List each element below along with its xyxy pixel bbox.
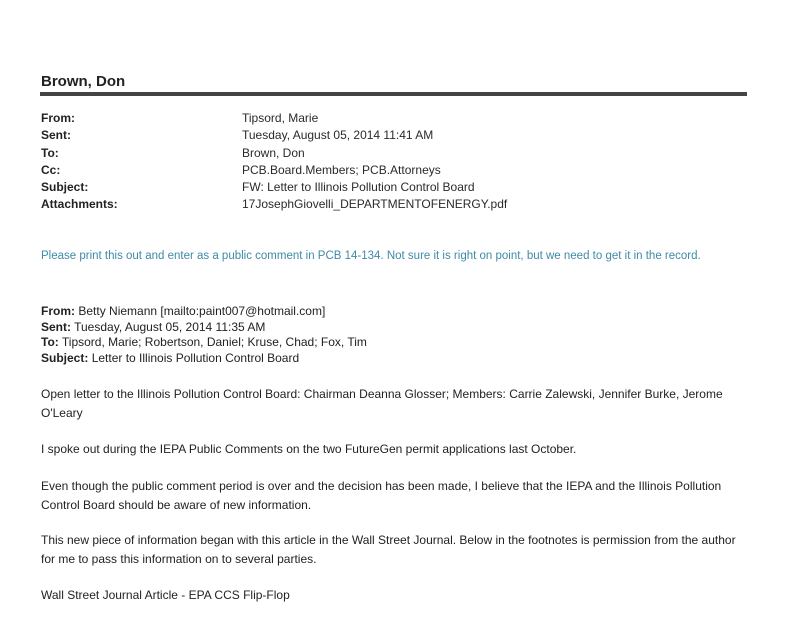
body-paragraph: I spoke out during the IEPA Public Comments on the two FutureGen permit applications last October. [41,442,577,456]
forwarded-value: Betty Niemann [mailto:paint007@hotmail.com] [78,304,326,318]
header-value: FW: Letter to Illinois Pollution Control Board [242,180,475,195]
forwarded-value: Tipsord, Marie; Robertson, Daniel; Kruse, Chad; Fox, Tim [61,335,367,349]
forwarded-from [41,304,367,320]
body-paragraph: Open letter to the Illinois Pollution Control Board: Chairman Deanna Glosser; Members: Carrie Zalewski, Jennifer Burke, Jerome O'Leary [41,387,723,420]
header-label: Subject: [41,180,89,195]
forwarded-headers [41,304,367,366]
header-label: Cc: [41,162,61,177]
forward-note: Please print this out and enter as a public comment in PCB 14-134. Not sure it is right on point, but we need to get it in the record. [41,250,701,262]
sender-name: Brown, Don [41,73,126,90]
forwarded-subject [41,351,367,367]
header-label: Attachments: [41,197,118,212]
email-headers [41,110,741,214]
forwarded-label: From: [41,304,75,318]
header-row-attachments [41,196,741,213]
forwarded-value: Letter to Illinois Pollution Control Board [91,350,300,365]
header-row-subject [41,179,741,196]
forwarded-label: To: [41,335,59,349]
header-row-from [41,110,741,127]
header-label: To: [41,145,59,160]
header-label: Sent: [41,128,71,143]
forwarded-sent [41,320,367,336]
header-row-to [41,145,741,162]
header-rule [40,92,747,96]
forwarded-label: Subject: [41,350,89,365]
header-row-sent [41,127,741,144]
header-value: Brown, Don [242,145,305,160]
article-link[interactable]: Wall Street Journal Article - EPA CCS Flip-Flop [41,588,290,602]
forwarded-label: Sent: [41,319,71,334]
forwarded-value: Tuesday, August 05, 2014 11:35 AM [74,319,266,334]
header-row-cc [41,162,741,179]
header-value: Tipsord, Marie [242,111,319,125]
header-value: Tuesday, August 05, 2014 11:41 AM [242,128,434,143]
header-label: From: [41,111,75,125]
attachment-link[interactable]: 17JosephGiovelli_DEPARTMENTOFENERGY.pdf [242,197,508,212]
forwarded-to [41,335,367,351]
body-paragraph: Even though the public comment period is over and the decision has been made, I believe that the IEPA and the Illinois Pollution Control Board should be aware of new information. [41,479,722,512]
header-value: PCB.Board.Members; PCB.Attorneys [242,162,441,177]
body-paragraph: This new piece of information began with this article in the Wall Street Journal. Below in the footnotes is permission from the author for me to pass this information on to several parties. [41,533,736,566]
